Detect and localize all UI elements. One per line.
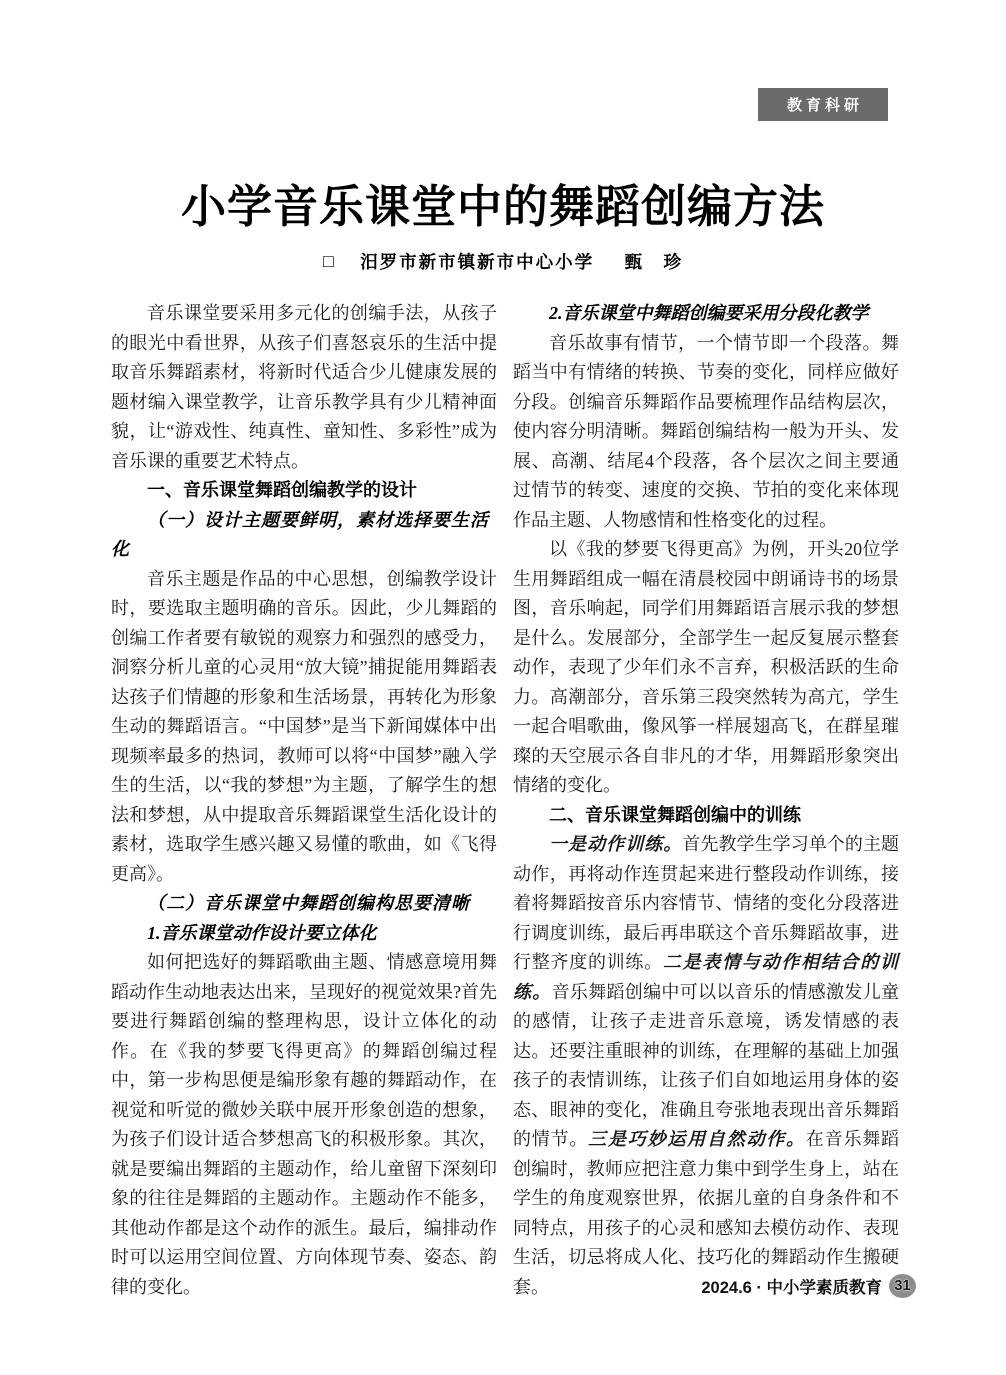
text-run: （二）音乐课堂中舞蹈创编构思要清晰 — [147, 893, 470, 913]
text-run: 1.音乐课堂动作设计要立体化 — [147, 922, 377, 943]
text-run: 音乐课堂要采用多元化的创编手法，从孩子的眼光中看世界，从孩子们喜怒哀乐的生活中提取音乐舞蹈素材，将新时代适合少儿健康发展的题材编入课堂教学，让音乐教学具有少儿精神面貌，让“游戏性、纯真性、童知性、多彩性”成为音乐课的重要艺术特点。 — [111, 303, 497, 471]
journal-issue-label: 2024.6 · 中小学素质教育 — [701, 1279, 882, 1297]
section-badge-label: 教育科研 — [786, 97, 863, 114]
article-title: 小学音乐课堂中的舞蹈创编方法 — [180, 181, 825, 232]
text-run: 2.音乐课堂中舞蹈创编要采用分段化教学 — [549, 303, 869, 323]
author-marker-icon: □ — [322, 251, 334, 271]
paragraph — [513, 535, 899, 801]
page-footer — [701, 1274, 916, 1298]
right-column — [513, 299, 899, 1302]
text-run: 音乐舞蹈创编中可以以音乐的情感激发儿童的感情，让孩子走进音乐意境，诱发情感的表达。还要注重眼神的训练，在理解的基础上加强孩子的表情训练，让孩子们自如地运用身体的姿态、眼神的变化，准确且夸张地表现出音乐舞蹈的情节。 — [513, 981, 900, 1149]
heading-h1 — [513, 801, 899, 831]
left-column — [111, 299, 497, 1302]
author-byline — [0, 249, 1006, 274]
paragraph — [513, 329, 899, 536]
heading-h2 — [111, 506, 497, 565]
author-name: 甄 珍 — [624, 252, 684, 272]
text-run: （一）设计主题要鲜明，素材选择要生活化 — [111, 509, 489, 559]
paragraph — [111, 565, 497, 890]
text-run: 三是巧妙运用自然动作。 — [588, 1129, 806, 1149]
paragraph — [111, 948, 497, 1302]
heading-h3 — [111, 919, 497, 949]
text-run: 一、音乐课堂舞蹈创编教学的设计 — [147, 480, 417, 500]
paragraph — [513, 830, 899, 1302]
text-run: 如何把选好的舞蹈歌曲主题、情感意境用舞蹈动作生动地表达出来，呈现好的视觉效果?首先要进行舞蹈创编的整理构思，设计立体化的动作。在《我的梦要飞得更高》的舞蹈创编过程中，第一步构思便是编形象有趣的舞蹈动作，在视觉和听觉的微妙关联中展开形象创造的想象，为孩子们设计适合梦想高飞的积极形象。其次，就是要编出舞蹈的主题动作，给儿童留下深刻印象的往往是舞蹈的主题动作。主题动作不能多，其他动作都是这个动作的派生。最后，编排动作时可以运用空间位置、方向体现节奏、姿态、韵律的变化。 — [111, 952, 497, 1297]
text-run: 二是表情与动作相结合的训练。 — [513, 952, 900, 1002]
text-run: 一是动作训练。 — [549, 834, 683, 854]
text-run: 二、音乐课堂舞蹈创编中的训练 — [549, 804, 801, 825]
heading-h3 — [513, 299, 899, 329]
text-run: 首先教学生学习单个的主题动作，再将动作连贯起来进行整段动作训练，接着将舞蹈按音乐内容情节、情绪的变化分段落进行调度训练，最后再串联这个音乐舞蹈故事，进行整齐度的训练。 — [513, 834, 900, 972]
heading-h2 — [111, 889, 497, 919]
text-run: 音乐故事有情节，一个情节即一个段落。舞蹈当中有情绪的转换、节奏的变化，同样应做好分段。创编音乐舞蹈作品要梳理作品结构层次，使内容分明清晰。舞蹈创编结构一般为开头、发展、高潮、结尾4个段落，各个层次之间主要通过情节的转变、速度的交换、节拍的变化来体现作品主题、人物感情和性格变化的过程。 — [513, 332, 899, 530]
text-run: 以《我的梦要飞得更高》为例，开头20位学生用舞蹈组成一幅在清晨校园中朗诵诗书的场景图，音乐响起，同学们用舞蹈语言展示我的梦想是什么。发展部分，全部学生一起反复展示整套动作，表现了少年们永不言弃，积极活跃的生命力。高潮部分，音乐第三段突然转为高亢，学生一起合唱歌曲，像风筝一样展翅高飞，在群星璀璨的天空展示各自非凡的才华，用舞蹈形象突出情绪的变化。 — [513, 539, 899, 795]
article-body — [111, 299, 899, 1302]
heading-h1 — [111, 476, 497, 506]
author-affiliation: 汨罗市新市镇新市中心小学 — [360, 252, 595, 272]
text-run: 在音乐舞蹈创编时，教师应把注意力集中到学生身上，站在学生的角度观察世界，依据儿童的自身条件和不同特点，用孩子的心灵和感知去模仿动作、表现生活，切忌将成人化、技巧化的舞蹈动作生搬硬套。 — [513, 1129, 900, 1297]
paragraph — [111, 299, 497, 476]
text-run: 音乐主题是作品的中心思想，创编教学设计时，要选取主题明确的音乐。因此，少儿舞蹈的创编工作者要有敏锐的观察力和强烈的感受力，洞察分析儿童的心灵用“放大镜”捕捉能用舞蹈表达孩子们情趣的形象和生活场景，再转化为形象生动的舞蹈语言。“中国梦”是当下新闻媒体中出现频率最多的热词，教师可以将“中国梦”融入学生的生活，以“我的梦想”为主题，了解学生的想法和梦想，从中提取音乐舞蹈课堂生活化设计的素材，选取学生感兴趣又易懂的歌曲，如《飞得更高》。 — [111, 568, 497, 884]
section-badge — [758, 88, 888, 121]
page-number-badge: 31 — [889, 1274, 916, 1298]
